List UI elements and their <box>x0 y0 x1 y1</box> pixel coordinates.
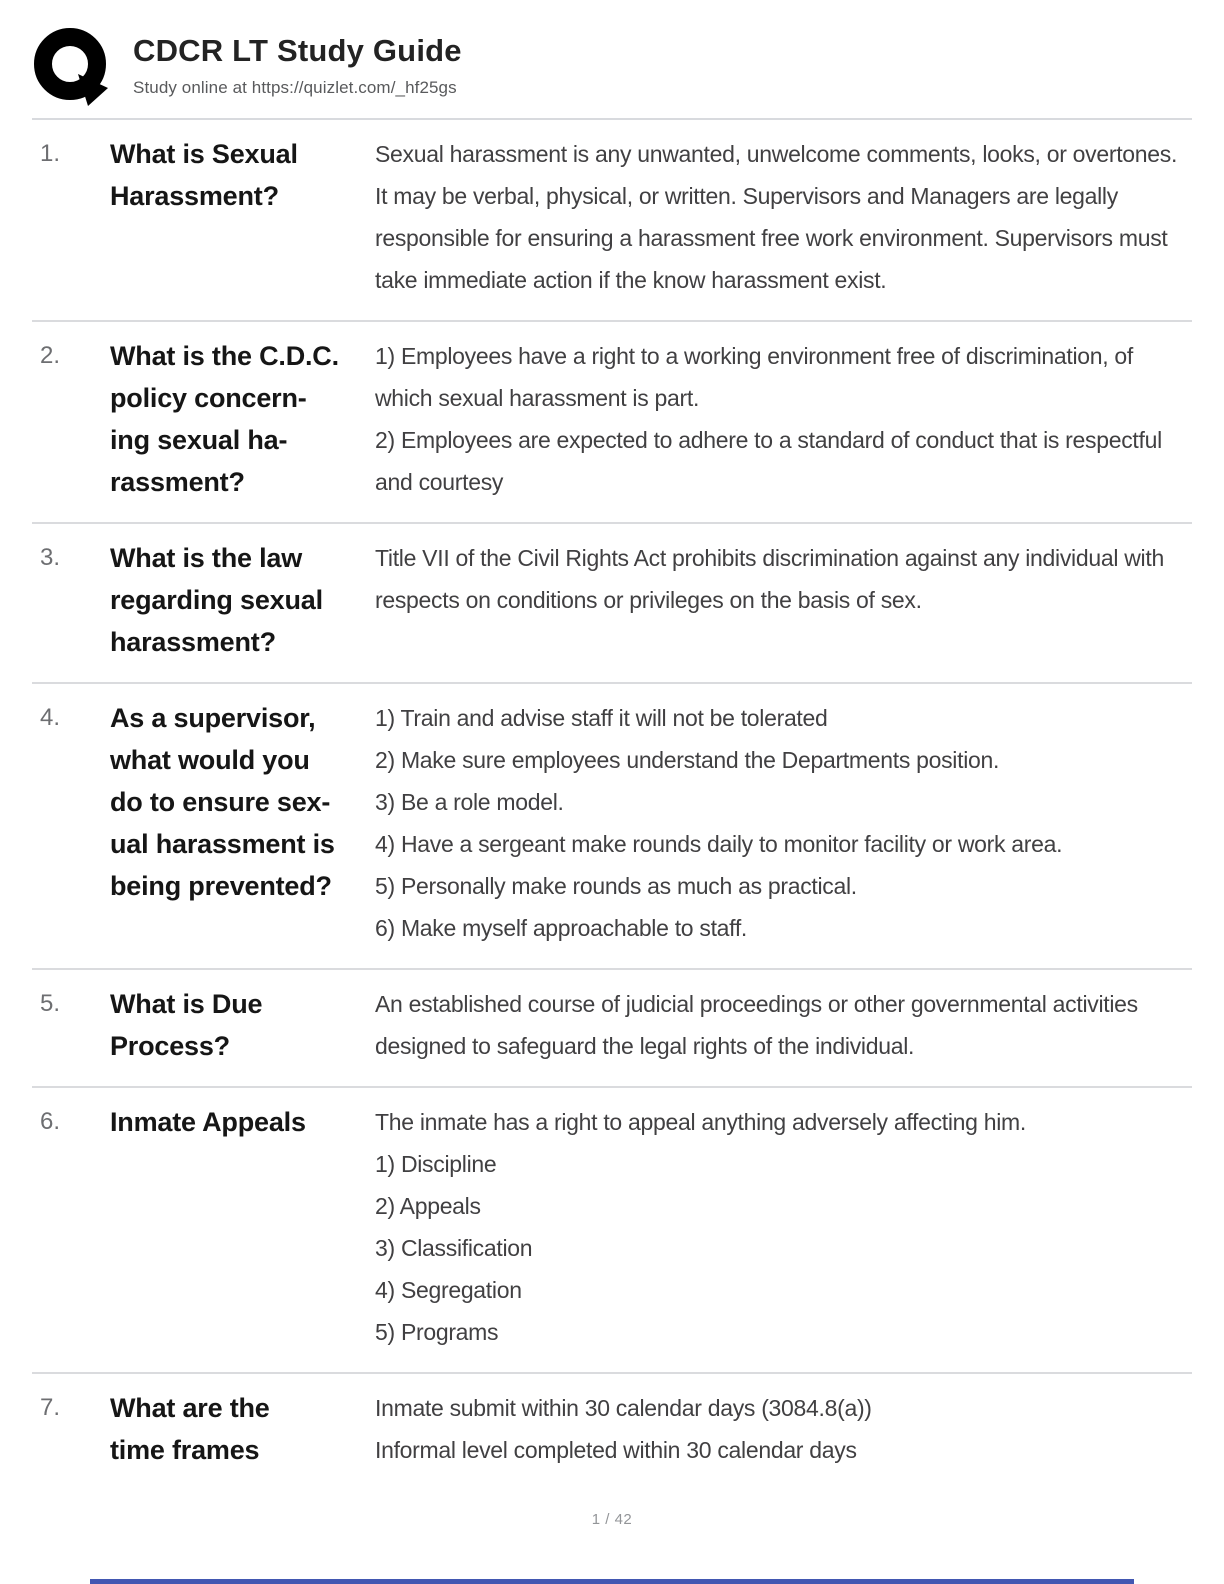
question-number: 4. <box>40 704 61 731</box>
question-text: What is Due Process? <box>110 989 263 1061</box>
qa-row <box>32 684 1192 970</box>
qa-row <box>32 1088 1192 1374</box>
study-online-url: Study online at https://quizlet.com/_hf25gs <box>133 77 457 97</box>
question-number: 1. <box>40 140 61 167</box>
answer-text: 1) Train and advise staff it will not be tolerated 2) Make sure employees understand the Departments position. 3) Be a role model. 4) Have a sergeant make rounds daily to monitor facility or work area. 5) Personally make rounds as much as practical. 6) Make myself approachable to staff. <box>375 705 1063 941</box>
question-number: 5. <box>40 990 61 1017</box>
answer-text: 1) Employees have a right to a working environment free of discrimination, of which sexual harassment is part. 2) Employees are expected to adhere to a standard of conduct that is respectful and courtesy <box>375 343 1162 495</box>
qa-row <box>32 1374 1192 1490</box>
qa-row <box>32 524 1192 684</box>
question-number: 6. <box>40 1108 61 1135</box>
answer-text: Inmate submit within 30 calendar days (3084.8(a)) Informal level completed within 30 calendar days <box>375 1395 872 1463</box>
page-edge-rule <box>90 1579 1134 1584</box>
question-text: What is the C.D.C. policy concern- ing sexual ha- rassment? <box>110 341 339 497</box>
quizlet-q-logo-icon <box>32 26 112 108</box>
qa-row <box>32 120 1192 322</box>
question-number: 7. <box>40 1394 61 1421</box>
qa-list <box>32 120 1192 1490</box>
page-number: 1 / 42 <box>591 1511 633 1528</box>
question-text: What is Sexual Harassment? <box>110 139 298 211</box>
answer-text: The inmate has a right to appeal anything adversely affecting him. 1) Discipline 2) Appeals 3) Classification 4) Segregation 5) Programs <box>375 1109 1027 1345</box>
question-text: As a supervisor, what would you do to ensure sex- ual harassment is being prevented? <box>110 703 335 901</box>
qa-row <box>32 322 1192 524</box>
header-text <box>133 26 462 98</box>
qa-row <box>32 970 1192 1088</box>
question-text: What is the law regarding sexual harassment? <box>110 543 323 657</box>
answer-text: Title VII of the Civil Rights Act prohibits discrimination against any individual with respects on conditions or privileges on the basis of sex. <box>375 545 1164 613</box>
question-text: What are the time frames <box>110 1393 270 1465</box>
question-text: Inmate Appeals <box>110 1107 306 1137</box>
question-number: 3. <box>40 544 61 571</box>
answer-text: An established course of judicial proceedings or other governmental activities designed to safeguard the legal rights of the individual. <box>375 991 1138 1059</box>
question-number: 2. <box>40 342 61 369</box>
answer-text: Sexual harassment is any unwanted, unwelcome comments, looks, or overtones. It may be verbal, physical, or written. Supervisors and Managers are legally responsible for ensuring a harassment free work environment. Supervisors must take immediate action if the know harassment exist. <box>375 141 1178 293</box>
page-header <box>32 0 1192 120</box>
page-title: CDCR LT Study Guide <box>133 33 462 68</box>
